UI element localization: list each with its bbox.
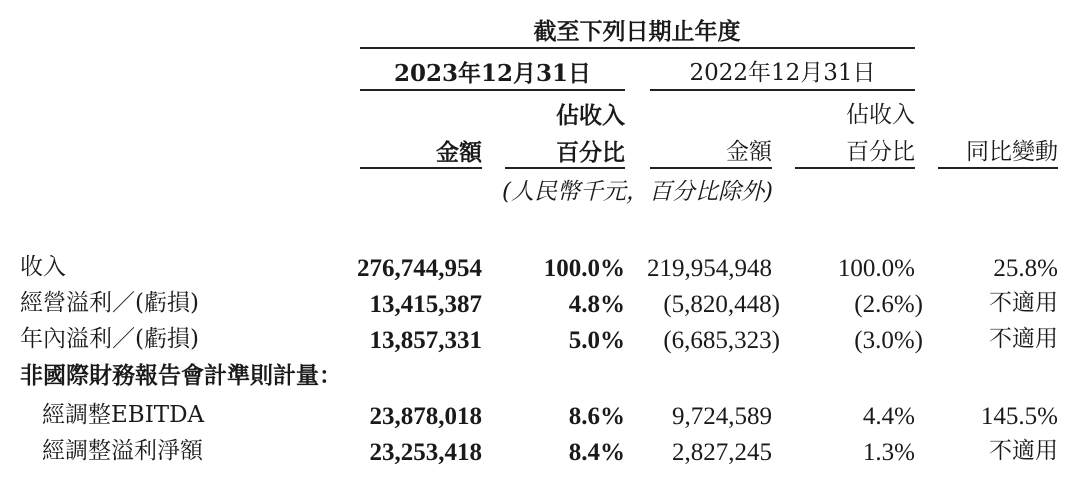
row-label-adjusted-net-profit: 經調整溢利淨額	[42, 438, 203, 464]
col-amount-2023: 金額	[436, 139, 482, 166]
row-amt-2022-operating-profit: (5,820,448)	[663, 291, 780, 318]
row-yoy-operating-profit: 不適用	[989, 290, 1058, 316]
year-2023-rule	[360, 89, 625, 91]
row-amt-2023-adjusted-ebitda: 23,878,018	[369, 403, 482, 430]
row-pct-2023-adjusted-ebitda: 8.6%	[568, 403, 625, 430]
row-amt-2022-adjusted-ebitda: 9,724,589	[672, 403, 772, 430]
col-rule-amt-2023	[360, 167, 482, 169]
row-yoy-adjusted-ebitda: 145.5%	[980, 403, 1058, 430]
row-amt-2023-revenue: 276,744,954	[357, 255, 482, 282]
col-yoy: 同比變動	[966, 139, 1058, 165]
row-label-operating-profit: 經營溢利／(虧損)	[20, 290, 199, 316]
row-yoy-year-profit: 不適用	[989, 326, 1058, 352]
col-pct-2022-line2: 百分比	[846, 139, 915, 165]
period-title: 截至下列日期止年度	[533, 18, 741, 45]
row-label-year-profit: 年內溢利／(虧損)	[20, 326, 199, 352]
col-pct-2022-line1: 佔收入	[846, 102, 915, 128]
row-pct-2023-revenue: 100.0%	[543, 255, 625, 282]
row-amt-2023-adjusted-net-profit: 23,253,418	[369, 439, 482, 466]
row-yoy-adjusted-net-profit: 不適用	[989, 438, 1058, 464]
row-pct-2022-adjusted-ebitda: 4.4%	[862, 403, 915, 430]
row-yoy-revenue: 25.8%	[993, 255, 1058, 282]
unit-note: (人民幣千元，百分比除外)	[502, 179, 773, 205]
row-amt-2023-operating-profit: 13,415,387	[369, 291, 482, 318]
row-pct-2022-operating-profit: (2.6%)	[854, 291, 923, 318]
row-amt-2023-year-profit: 13,857,331	[369, 327, 482, 354]
row-amt-2022-adjusted-net-profit: 2,827,245	[672, 439, 772, 466]
section-label-non-ifrs: 非國際財務報告會計準則計量：	[20, 362, 342, 389]
col-rule-pct-2022	[795, 167, 915, 169]
year-2022-header: 2022年12月31日	[689, 60, 876, 86]
col-amount-2022: 金額	[726, 139, 772, 165]
row-pct-2023-year-profit: 5.0%	[568, 327, 625, 354]
year-2023-header: 2023年12月31日	[393, 60, 592, 87]
row-amt-2022-year-profit: (6,685,323)	[663, 327, 780, 354]
col-rule-amt-2022	[650, 167, 772, 169]
row-amt-2022-revenue: 219,954,948	[647, 255, 772, 282]
row-pct-2022-year-profit: (3.0%)	[854, 327, 923, 354]
row-pct-2023-operating-profit: 4.8%	[568, 291, 625, 318]
col-pct-2023-line1: 佔收入	[556, 102, 625, 129]
col-rule-pct-2023	[505, 167, 625, 169]
period-rule	[360, 47, 915, 49]
row-pct-2022-adjusted-net-profit: 1.3%	[862, 439, 915, 466]
row-label-revenue: 收入	[20, 254, 66, 280]
col-rule-yoy	[938, 167, 1058, 169]
row-pct-2022-revenue: 100.0%	[837, 255, 915, 282]
year-2022-rule	[650, 89, 915, 91]
row-pct-2023-adjusted-net-profit: 8.4%	[568, 439, 625, 466]
col-pct-2023-line2: 百分比	[556, 139, 625, 166]
row-label-adjusted-ebitda: 經調整EBITDA	[42, 402, 205, 428]
